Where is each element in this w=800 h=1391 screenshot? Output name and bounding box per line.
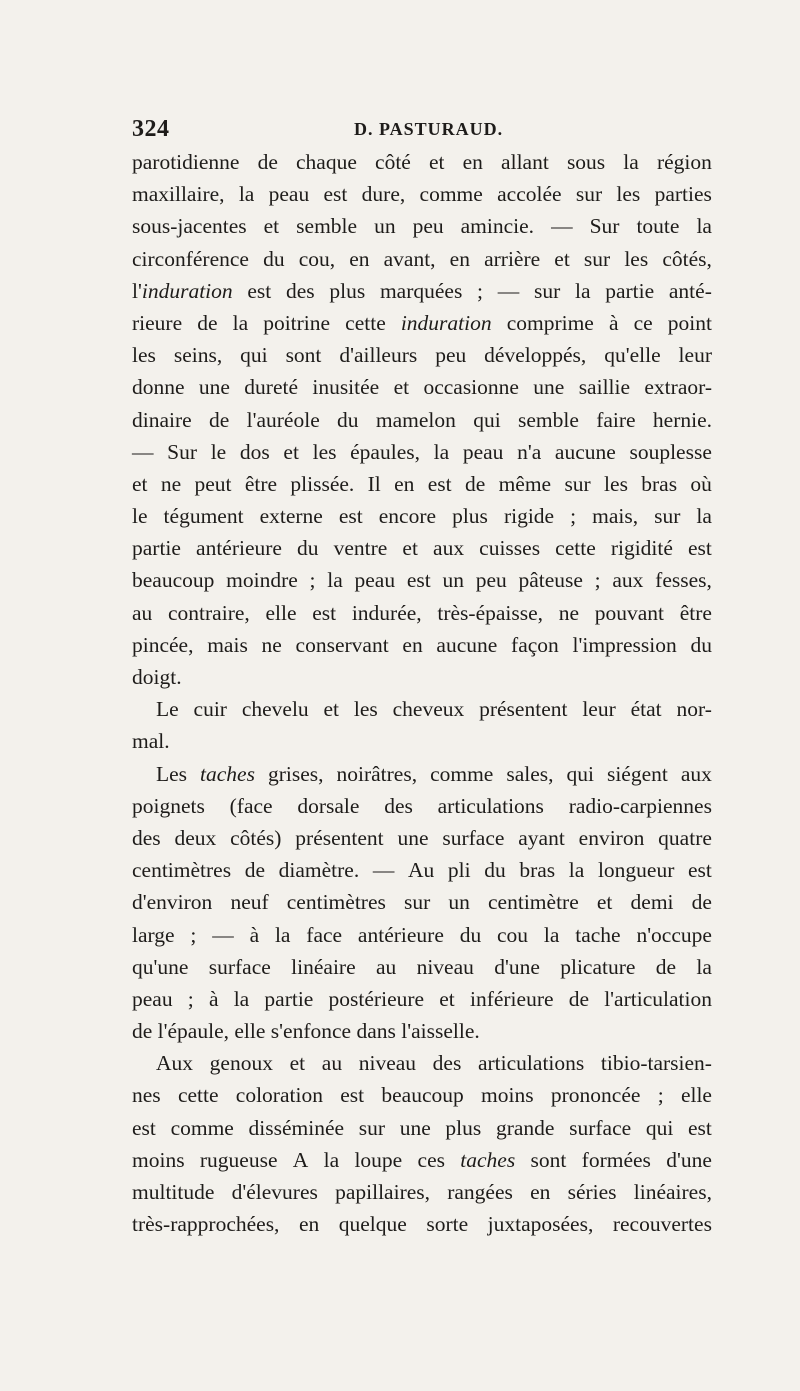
paragraph [132, 693, 712, 757]
text-line: et ne peut être plissée. Il en est de même sur les bras où [132, 471, 712, 496]
text-line: le tégument externe est encore plus rigide ; mais, sur la [132, 504, 712, 529]
text-line: qu'une surface linéaire au niveau d'une plicature de la [132, 954, 712, 979]
text-line: circonférence du cou, en avant, en arrière et sur les côtés, [132, 246, 712, 271]
text-line: rieure de la poitrine cette induration comprime à ce point [132, 310, 712, 335]
text-line: parotidienne de chaque côté et en allant sous la région [132, 150, 712, 174]
text-line: beaucoup moindre ; la peau est un peu pâteuse ; aux fesses, [132, 568, 712, 593]
text-line: l'induration est des plus marquées ; — sur la partie anté- [132, 278, 712, 303]
text-line: d'environ neuf centimètres sur un centimètre et demi de [132, 890, 712, 915]
text-line: sous-jacentes et semble un peu amincie. — Sur toute la [132, 214, 712, 239]
text-line: nes cette coloration est beaucoup moins prononcée ; elle [132, 1083, 712, 1108]
text-line: très-rapprochées, en quelque sorte juxtaposées, recouvertes [132, 1212, 712, 1237]
text-line: peau ; à la partie postérieure et inférieure de l'articulation [132, 986, 712, 1011]
text-line: au contraire, elle est indurée, très-épaisse, ne pouvant être [132, 600, 712, 625]
text-line: Aux genoux et au niveau des articulations tibio-tarsien- [156, 1051, 712, 1076]
paragraph [132, 146, 712, 693]
text-line: — Sur le dos et les épaules, la peau n'a aucune souplesse [132, 439, 712, 464]
page-number: 324 [132, 116, 170, 142]
text-line: pincée, mais ne conservant en aucune façon l'impression du [132, 632, 712, 657]
text-line: donne une dureté inusitée et occasionne une saillie extraor- [132, 375, 712, 400]
running-header [132, 116, 712, 146]
paragraph [132, 758, 712, 1048]
text-line: des deux côtés) présentent une surface ayant environ quatre [132, 825, 712, 850]
body-text [132, 146, 712, 1240]
text-line: doigt. [132, 665, 182, 689]
text-line: multitude d'élevures papillaires, rangées en séries linéaires, [132, 1180, 712, 1204]
text-line: les seins, qui sont d'ailleurs peu développés, qu'elle leur [132, 343, 712, 368]
text-line: large ; — à la face antérieure du cou la tache n'occupe [132, 922, 712, 947]
running-title: D. PASTURAUD. [354, 119, 504, 139]
text-line: centimètres de diamètre. — Au pli du bras la longueur est [132, 858, 712, 883]
text-line: de l'épaule, elle s'enfonce dans l'aisselle. [132, 1019, 480, 1044]
text-line: Le cuir chevelu et les cheveux présentent leur état nor- [156, 697, 712, 722]
text-line: est comme disséminée sur une plus grande surface qui est [132, 1115, 712, 1140]
paragraph [132, 1047, 712, 1240]
text-line: poignets (face dorsale des articulations radio-carpiennes [132, 793, 712, 818]
text-line: Les taches grises, noirâtres, comme sales, qui siégent aux [156, 761, 712, 786]
text-line: maxillaire, la peau est dure, comme accolée sur les parties [132, 182, 712, 207]
text-line: dinaire de l'auréole du mamelon qui semble faire hernie. [132, 407, 712, 432]
text-line: mal. [132, 729, 170, 754]
text-line: moins rugueuse A la loupe ces taches sont formées d'une [132, 1147, 712, 1172]
text-line: partie antérieure du ventre et aux cuisses cette rigidité est [132, 536, 712, 561]
